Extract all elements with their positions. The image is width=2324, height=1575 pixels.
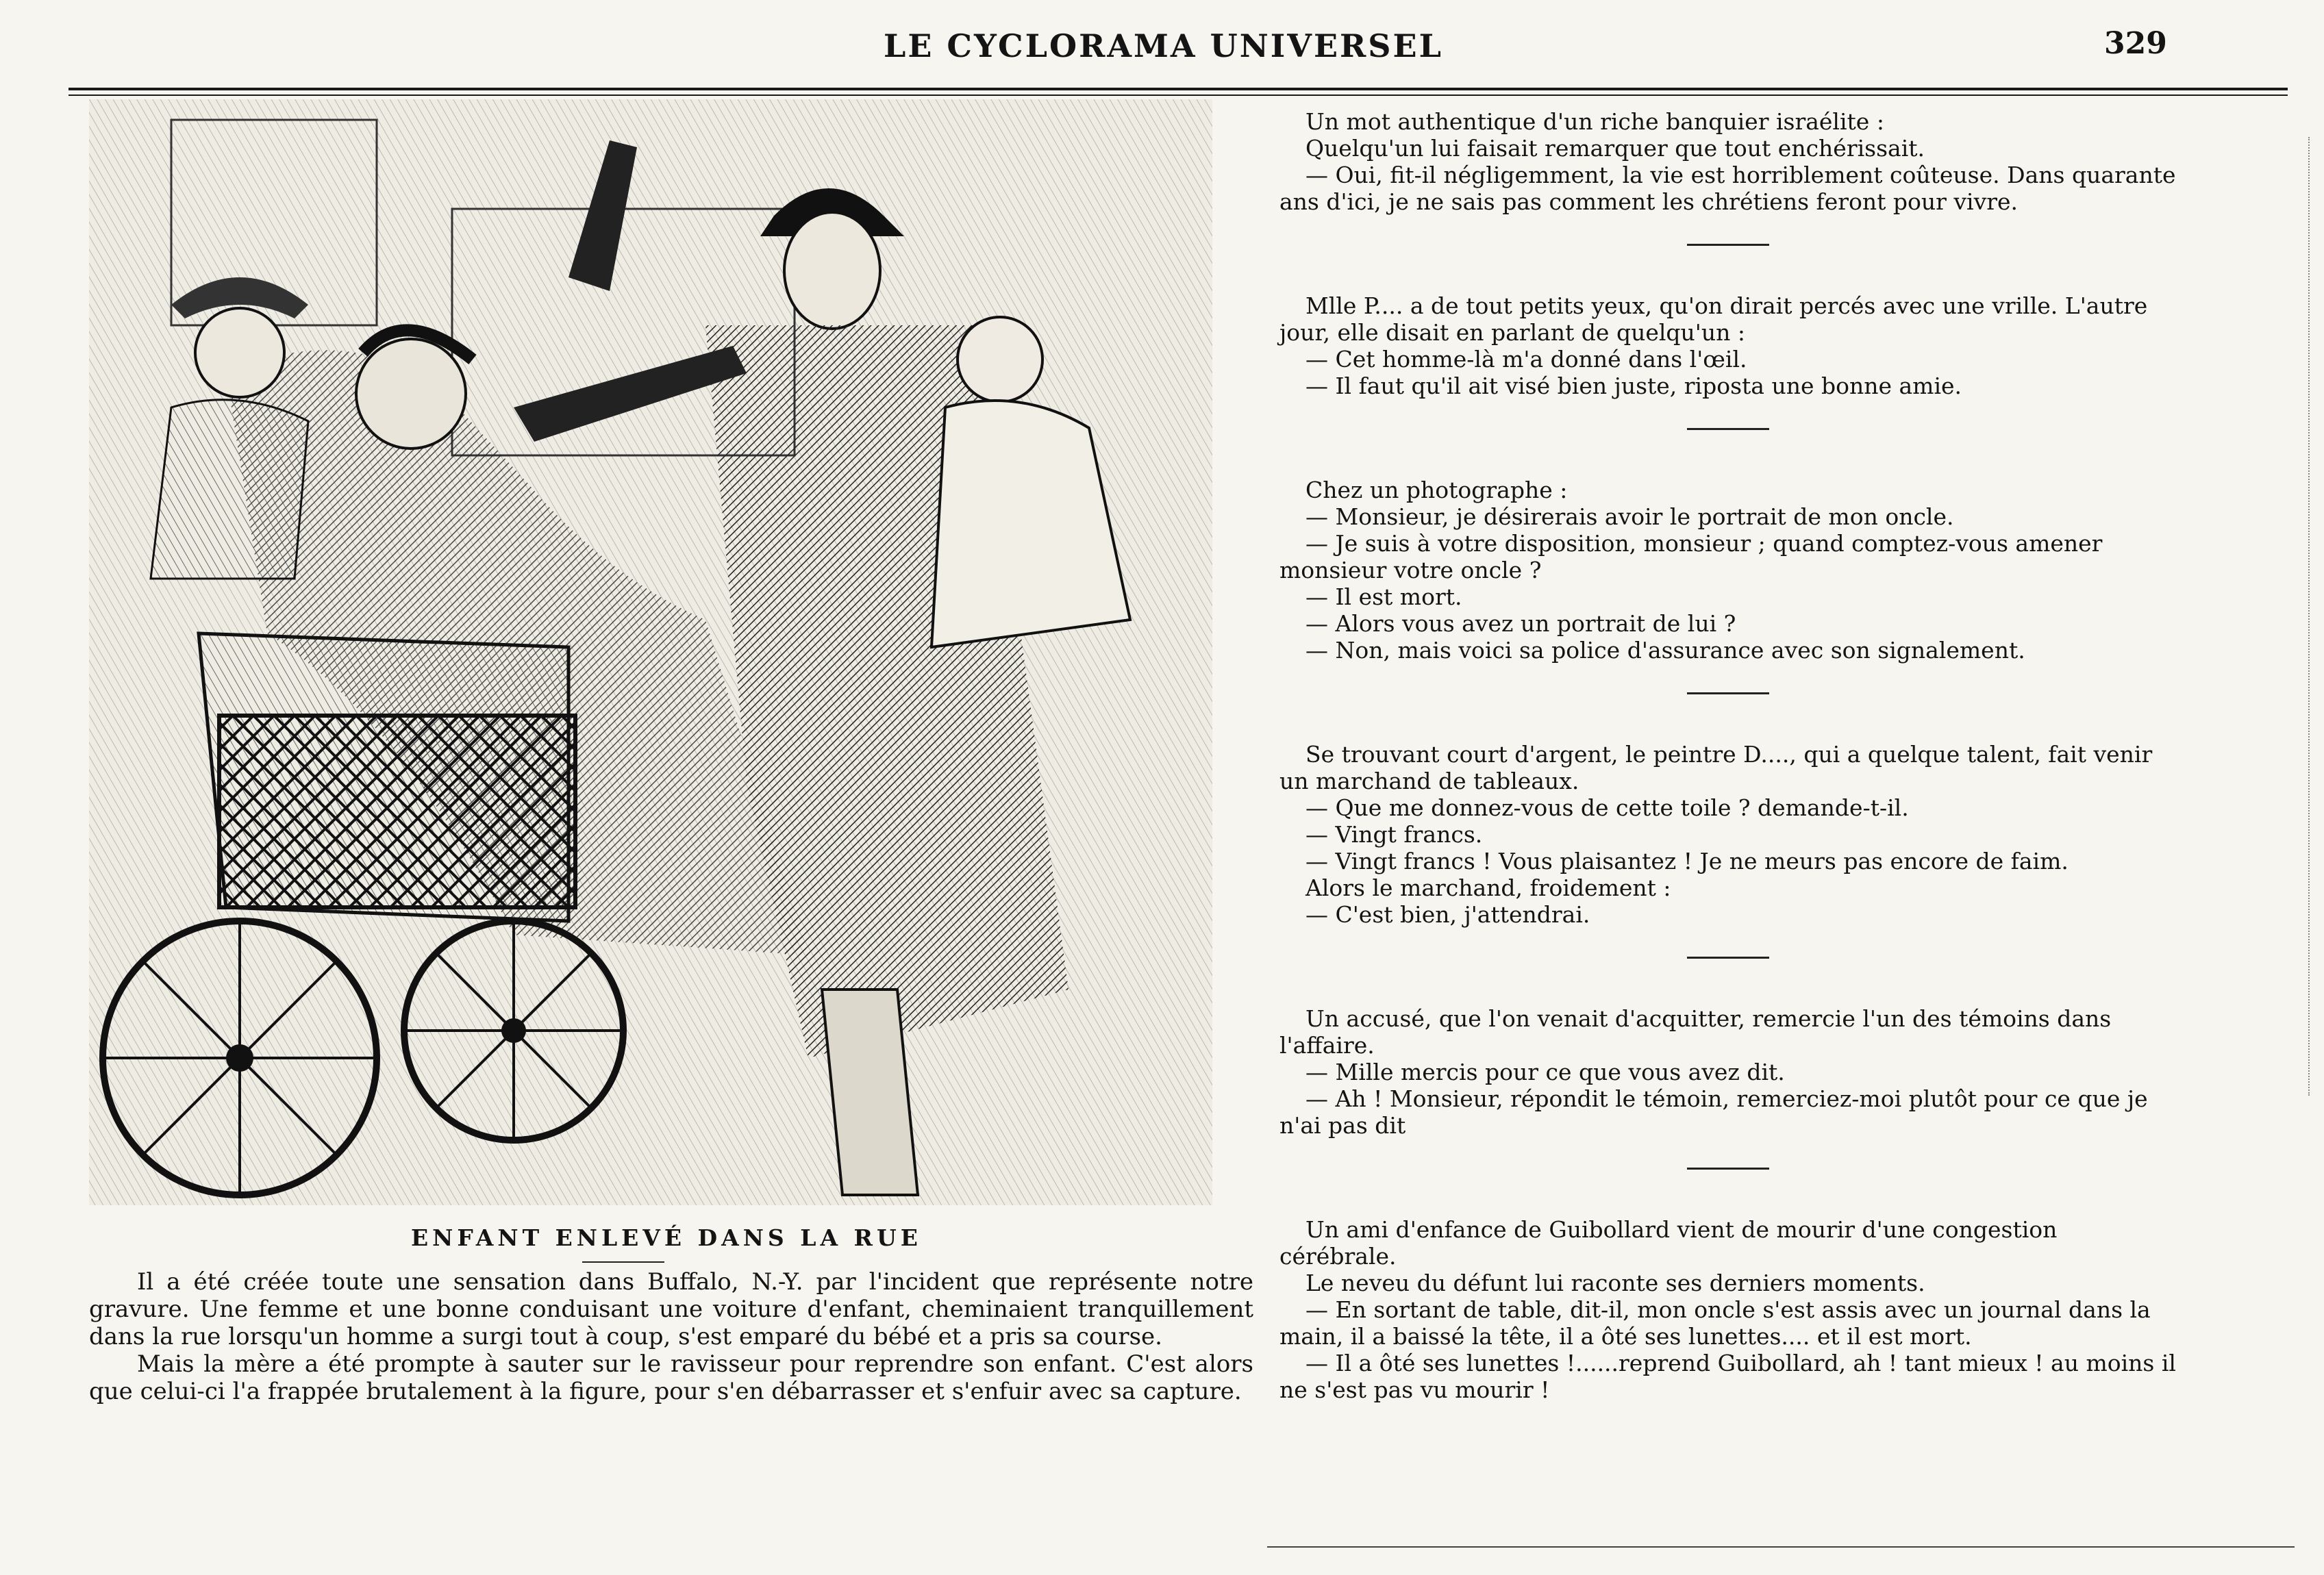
anecdote-line: — Vingt francs.	[1305, 821, 1483, 848]
anecdote-line: — Ah ! Monsieur, répondit le témoin, remerciez-moi plutôt pour ce que je n'ai pas dit	[1279, 1085, 2148, 1139]
anecdote-mlle-p	[1279, 292, 2177, 399]
engraving-drawing	[89, 99, 1212, 1205]
anecdote-line: — Vingt francs ! Vous plaisantez ! Je ne meurs pas encore de faim.	[1305, 848, 2069, 874]
anecdote-banker	[1279, 108, 2177, 215]
page-edge-marks	[2308, 137, 2314, 1096]
anecdote-line: Alors le marchand, froidement :	[1305, 874, 1671, 901]
anecdote-line: — Monsieur, je désirerais avoir le portrait de mon oncle.	[1305, 503, 1954, 530]
illustration-caption: ENFANT ENLEVÉ DANS LA RUE	[411, 1224, 922, 1251]
caption-rule	[582, 1261, 664, 1263]
intro-article	[89, 1268, 1253, 1405]
anecdote-guibollard	[1279, 1216, 2177, 1403]
separator-rule	[1687, 428, 1769, 430]
anecdote-line: Le neveu du défunt lui raconte ses derniers moments.	[1305, 1270, 1925, 1296]
anecdote-painter	[1279, 741, 2177, 928]
anecdote-line: — Alors vous avez un portrait de lui ?	[1305, 610, 1736, 637]
bottom-rule	[1267, 1546, 2295, 1548]
anecdote-line: — Il est mort.	[1305, 583, 1462, 610]
anecdote-line: Chez un photographe :	[1305, 477, 1568, 503]
anecdote-line: — Que me donnez-vous de cette toile ? demande-t-il.	[1305, 794, 1909, 821]
anecdote-line: — C'est bien, j'attendrai.	[1305, 901, 1590, 928]
anecdote-line: — Je suis à votre disposition, monsieur ; quand comptez-vous amener monsieur votre oncle ?	[1279, 530, 2103, 583]
separator-rule	[1687, 1168, 1769, 1170]
header-rule	[68, 88, 2288, 90]
running-title: LE CYCLORAMA UNIVERSEL	[884, 27, 1443, 64]
anecdote-line: — Non, mais voici sa police d'assurance avec son signalement.	[1305, 637, 2025, 664]
anecdote-acquitted	[1279, 1005, 2177, 1139]
anecdote-line: — Oui, fit-il négligemment, la vie est horriblement coûteuse. Dans quarante ans d'ici, je ne sais pas comment les chrétiens feront pour vivre.	[1279, 162, 2176, 215]
anecdote-line: Se trouvant court d'argent, le peintre D...., qui a quelque talent, fait venir un marchand de tableaux.	[1279, 741, 2153, 794]
anecdote-line: — Mille mercis pour ce que vous avez dit.	[1305, 1059, 1785, 1085]
anecdote-line: Quelqu'un lui faisait remarquer que tout enchérissait.	[1305, 135, 1925, 162]
anecdote-line: — Cet homme-là m'a donné dans l'œil.	[1305, 346, 1747, 373]
engraving-illustration	[89, 99, 1212, 1205]
anecdote-line: — Il faut qu'il ait visé bien juste, riposta une bonne amie.	[1305, 373, 1962, 399]
anecdote-line: Un ami d'enfance de Guibollard vient de mourir d'une congestion cérébrale.	[1279, 1216, 2058, 1270]
separator-rule	[1687, 244, 1769, 246]
anecdote-photographer	[1279, 477, 2177, 664]
page-number: 329	[2104, 26, 2167, 61]
anecdote-line: Un mot authentique d'un riche banquier israélite :	[1305, 108, 1884, 135]
anecdote-line: Mlle P.... a de tout petits yeux, qu'on dirait percés avec une vrille. L'autre jour, elle disait en parlant de quelqu'un :	[1279, 292, 2148, 346]
intro-paragraph: Mais la mère a été prompte à sauter sur le ravisseur pour reprendre son enfant. C'est alors que celui-ci l'a frappée brutalement à la figure, pour s'en débarrasser et s'enfuir avec sa capture.	[89, 1350, 1253, 1405]
anecdote-line: — Il a ôté ses lunettes !......reprend Guibollard, ah ! tant mieux ! au moins il ne s'est pas vu mourir !	[1279, 1350, 2176, 1403]
anecdote-line: Un accusé, que l'on venait d'acquitter, remercie l'un des témoins dans l'affaire.	[1279, 1005, 2112, 1059]
intro-paragraph: Il a été créée toute une sensation dans Buffalo, N.-Y. par l'incident que représente notre gravure. Une femme et une bonne conduisant une voiture d'enfant, cheminaient tranquillement dans la rue lorsqu'un homme a surgi tout à coup, s'est emparé du bébé et a pris sa course.	[89, 1268, 1253, 1350]
anecdotes-column	[1279, 108, 2177, 1403]
header-rule-thin	[68, 94, 2288, 96]
anecdote-line: — En sortant de table, dit-il, mon oncle s'est assis avec un journal dans la main, il a baissé la tête, il a ôté ses lunettes.... et il est mort.	[1279, 1296, 2151, 1350]
separator-rule	[1687, 692, 1769, 694]
separator-rule	[1687, 957, 1769, 959]
